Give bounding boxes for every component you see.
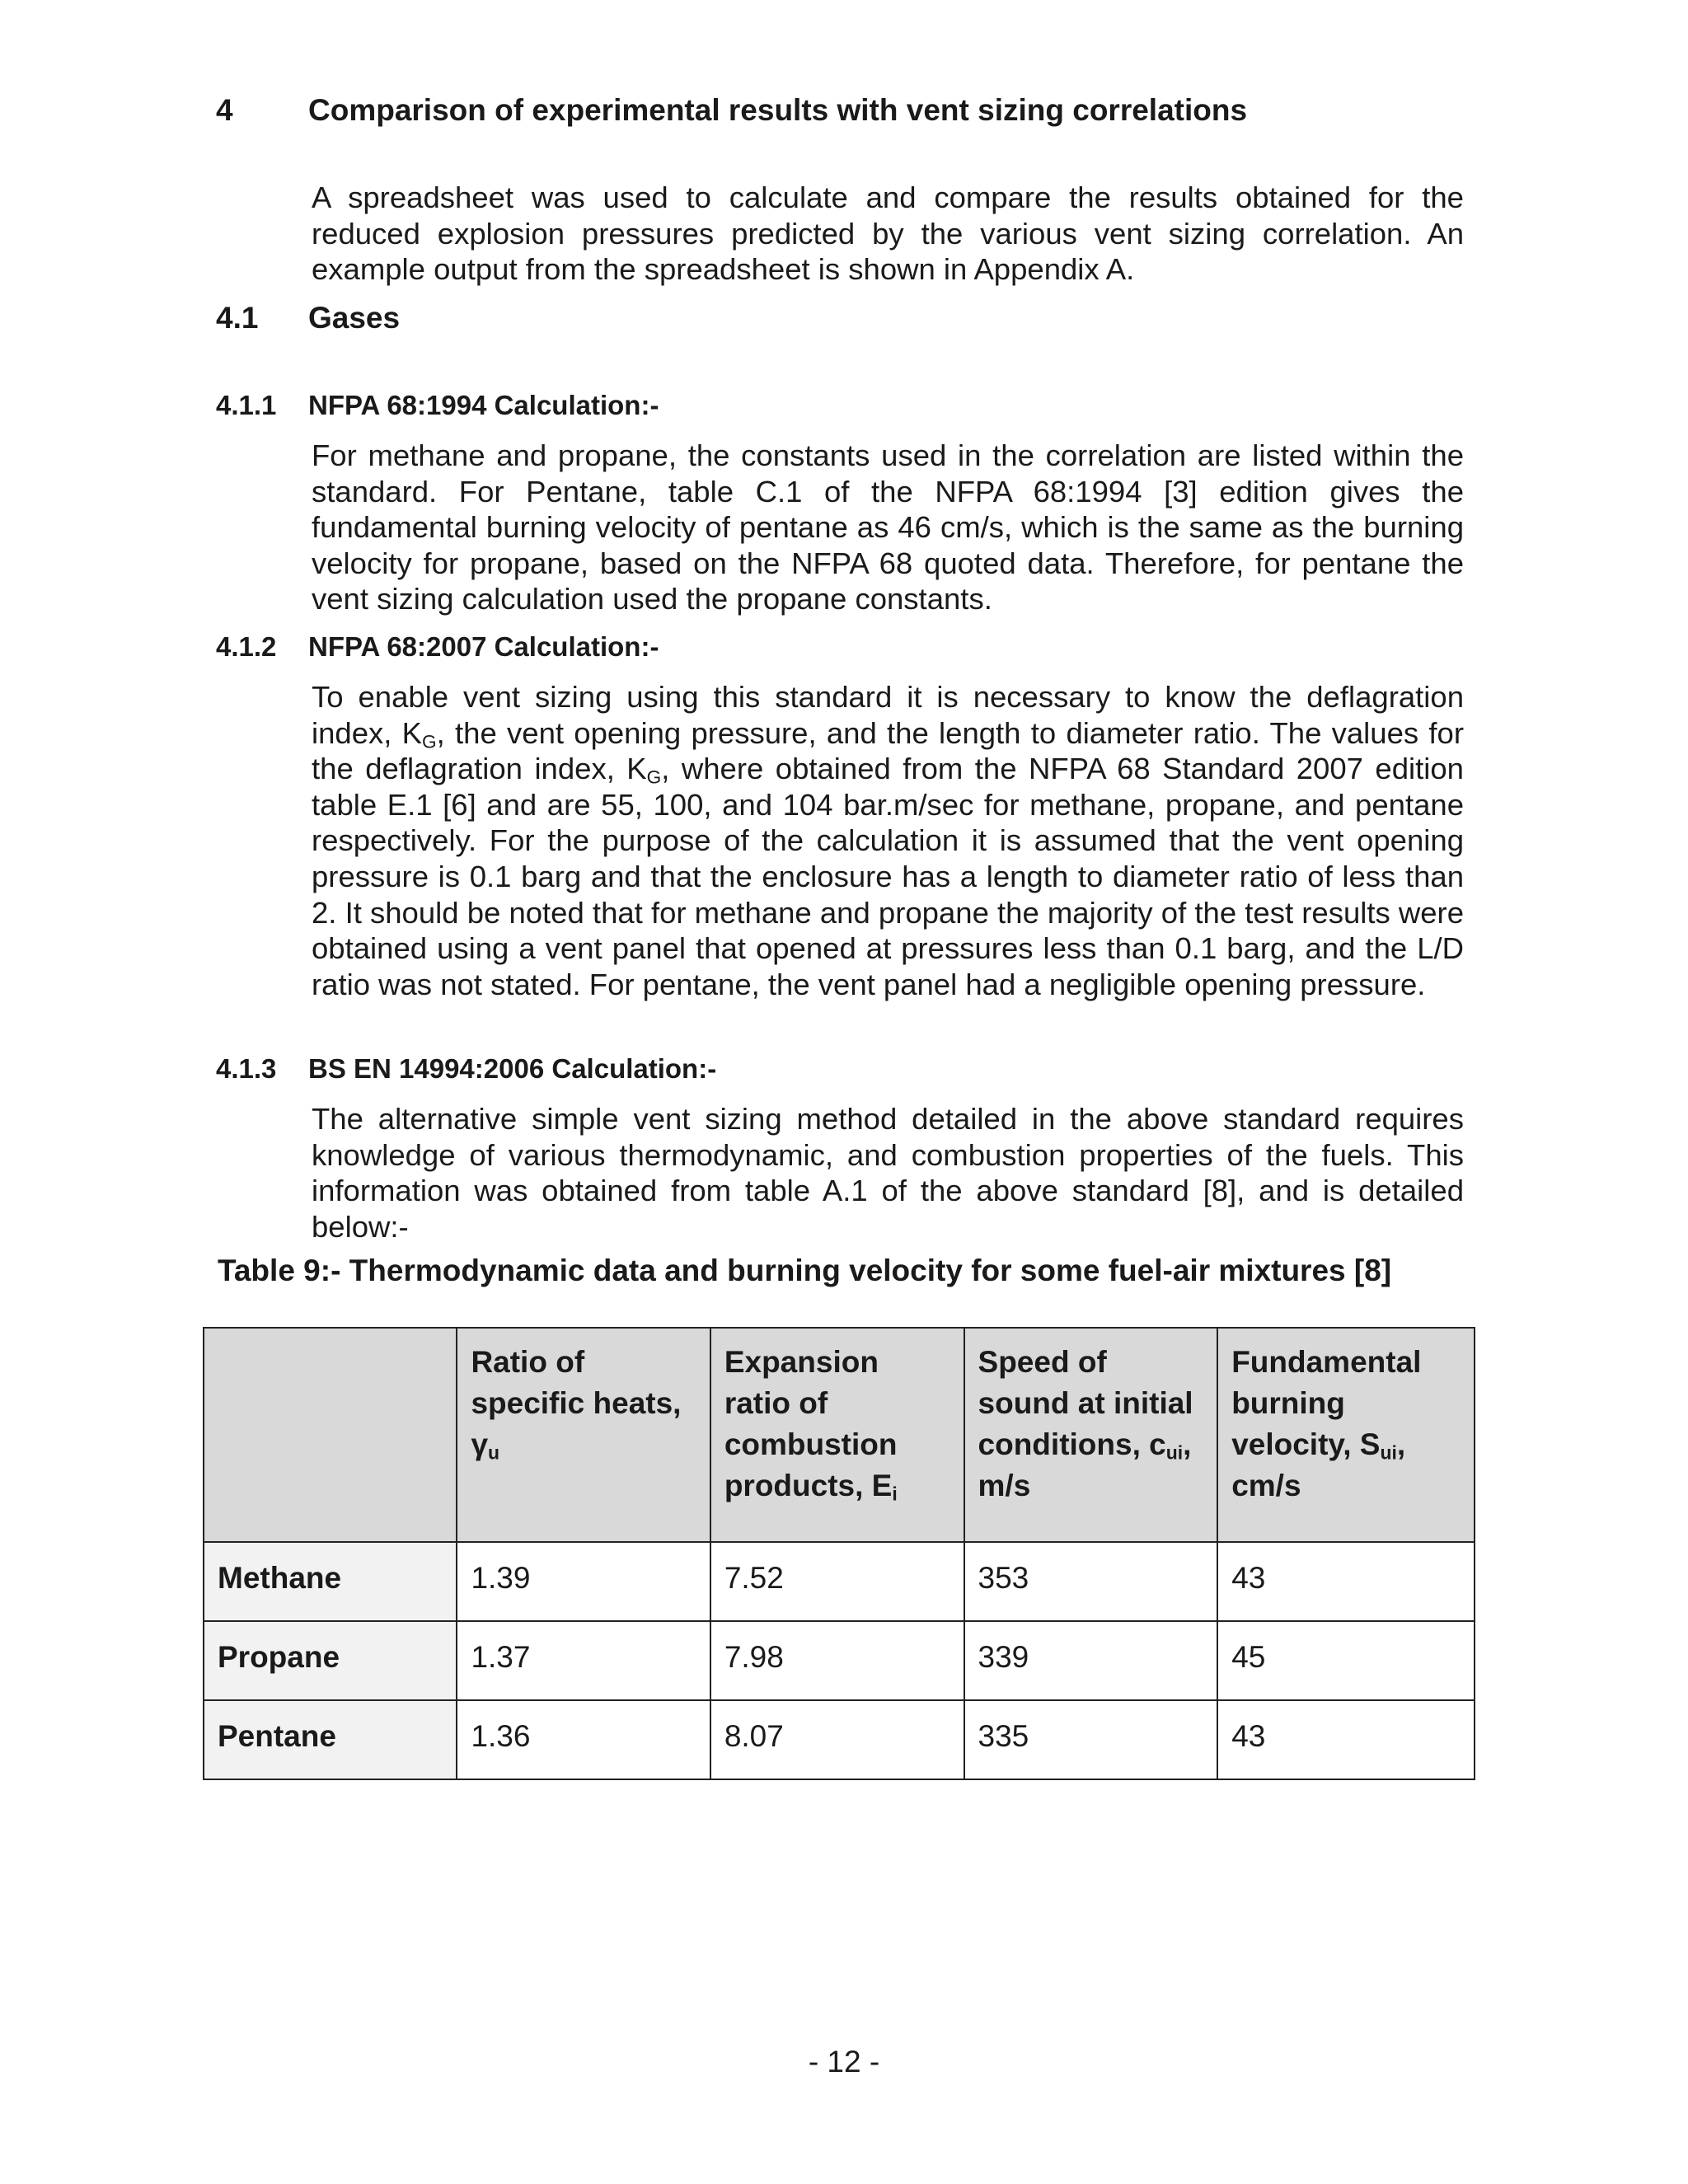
- velocity-cell: 45: [1217, 1621, 1475, 1700]
- body-text: , where obtained from the NFPA 68 Standard 2007 edition table E.1 [6] and are 55, 100, and 104 bar.m/sec for methane, propane, and pentane respectively. For the purpose of the calculation it is assumed that the vent opening pressure is 0.1 barg and that the enclosure has a length to diameter ratio of less than 2. It should be noted that for methane and propane the majority of the test results were obtained using a vent panel that opened at pressures less than 0.1 barg, and the L/D ratio was not stated. For pentane, the vent panel had a negligible opening pressure.: [312, 752, 1464, 1001]
- header-text: Speed of sound at initial conditions, c: [978, 1345, 1193, 1461]
- table-header-cell: [710, 1328, 964, 1542]
- table-row: [204, 1700, 1475, 1779]
- table-header-cell: [964, 1328, 1218, 1542]
- header-text-suffix: , cm/s: [1231, 1427, 1406, 1502]
- section-4-1-1-body: For methane and propane, the constants used in the correlation are listed within the standard. For Pentane, table C.1 of the NFPA 68:1994 [3] edition gives the fundamental burning velocity of pentane as 46 cm/s, which is the same as the burning velocity for propane, based on the NFPA 68 quoted data. Therefore, for pentane the vent sizing calculation used the propane constants.: [312, 438, 1464, 616]
- section-title: NFPA 68:1994 Calculation:-: [308, 390, 659, 420]
- section-number: 4.1: [216, 301, 259, 335]
- section-4-1-3-heading: [216, 1052, 1040, 1085]
- header-text-suffix: , m/s: [978, 1427, 1192, 1502]
- thermodynamic-data-table: [203, 1327, 1475, 1780]
- section-4-1-1-heading: [216, 389, 1040, 422]
- header-subscript: i: [892, 1483, 898, 1505]
- section-title: Comparison of experimental results with vent sizing correlations: [308, 93, 1248, 127]
- table-header-cell: [457, 1328, 710, 1542]
- section-4-1-2-body: [312, 679, 1464, 1002]
- speed-cell: 353: [964, 1542, 1218, 1621]
- table-header-cell: [1217, 1328, 1475, 1542]
- section-4-1-2-heading: [216, 630, 1040, 663]
- section-4-intro: A spreadsheet was used to calculate and compare the results obtained for the reduced explosion pressures predicted by the various vent sizing correlation. An example output from the spreadsheet is shown in Appendix A.: [312, 180, 1464, 287]
- gamma-cell: 1.37: [457, 1621, 710, 1700]
- header-text: Fundamental burning velocity, S: [1231, 1345, 1422, 1461]
- header-subscript: ui: [1165, 1441, 1184, 1464]
- table-header-empty: [204, 1328, 457, 1542]
- table-header-row: [204, 1328, 1475, 1542]
- body-text: , the vent opening pressure, and the length to diameter ratio. The values for the deflagration index, K: [312, 715, 1464, 786]
- section-number: 4.1.2: [216, 631, 277, 662]
- fuel-name-cell: Propane: [204, 1621, 457, 1700]
- section-4-1-3-body: The alternative simple vent sizing method detailed in the above standard requires knowledge of various thermodynamic, and combustion properties of the fuels. This information was obtained from table A.1 of the above standard [8], and is detailed below:-: [312, 1102, 1464, 1244]
- section-4-1-heading: [216, 300, 710, 336]
- section-4-heading: [216, 92, 1535, 129]
- fuel-name-cell: Pentane: [204, 1700, 457, 1779]
- subscript: G: [422, 731, 437, 752]
- section-number: 4: [216, 93, 233, 127]
- header-subscript: ui: [1380, 1441, 1397, 1464]
- velocity-cell: 43: [1217, 1542, 1475, 1621]
- fuel-name-cell: Methane: [204, 1542, 457, 1621]
- section-title: BS EN 14994:2006 Calculation:-: [308, 1053, 717, 1084]
- expansion-cell: 7.98: [710, 1621, 964, 1700]
- header-subscript: u: [488, 1441, 500, 1464]
- header-text: Expansion ratio of combustion products, E: [724, 1345, 898, 1502]
- body-text: To enable vent sizing using this standard it is necessary to know the deflagration index, K: [312, 680, 1464, 750]
- speed-cell: 335: [964, 1700, 1218, 1779]
- expansion-cell: 7.52: [710, 1542, 964, 1621]
- subscript: G: [646, 766, 662, 788]
- velocity-cell: 43: [1217, 1700, 1475, 1779]
- header-text: Ratio of specific heats, γ: [471, 1345, 682, 1461]
- section-number: 4.1.3: [216, 1053, 277, 1084]
- table-row: [204, 1542, 1475, 1621]
- section-title: NFPA 68:2007 Calculation:-: [308, 631, 659, 662]
- speed-cell: 339: [964, 1621, 1218, 1700]
- gamma-cell: 1.36: [457, 1700, 710, 1779]
- gamma-cell: 1.39: [457, 1542, 710, 1621]
- section-title: Gases: [308, 301, 401, 335]
- expansion-cell: 8.07: [710, 1700, 964, 1779]
- table-row: [204, 1621, 1475, 1700]
- section-number: 4.1.1: [216, 390, 277, 420]
- table-caption: Table 9:- Thermodynamic data and burning velocity for some fuel-air mixtures [8]: [218, 1254, 1392, 1287]
- page-number: - 12 -: [808, 2045, 880, 2079]
